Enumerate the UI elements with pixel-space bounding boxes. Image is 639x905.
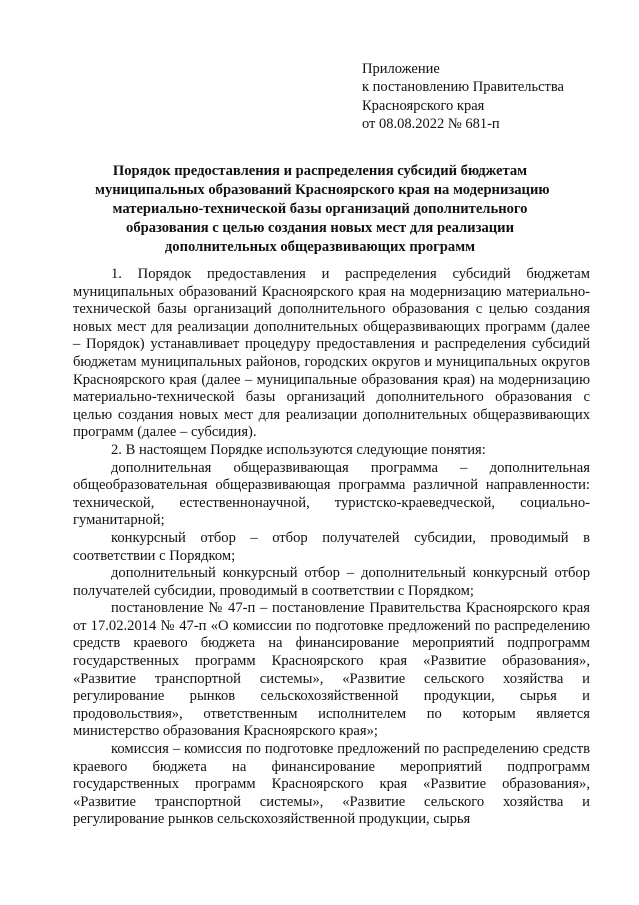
appendix-line: к постановлению Правительства	[362, 79, 564, 96]
title-line: образования с целью создания новых мест для реализации	[126, 220, 514, 236]
title-line: дополнительных общеразвивающих программ	[164, 239, 476, 255]
appendix-line: Красноярского края	[362, 97, 485, 114]
appendix-line: от 08.08.2022 № 681-п	[362, 115, 500, 132]
paragraph: постановление № 47-п – постановление Правительства Красноярского края от 17.02.2014 № 47-п «О комиссии по подготовке предложений по распределению средств краевого бюджета на финансирование мероприятий подпрограмм государственных программ Красноярского края «Развитие образования», «Развитие транспортной системы», «Развитие сельского хозяйства и регулирование рынков сельскохозяйственной продукции, сырья и продовольствия», ответственным исполнителем по которым является министерство образования Красноярского края»;	[73, 600, 590, 740]
paragraph: дополнительная общеразвивающая программа – дополнительная общеобразовательная общеразвивающая программа различной направленности: технической, естественнонаучной, туристско-краеведческой, социально-гуманитарной;	[73, 459, 590, 529]
title-line: материально-технической базы организаций дополнительного	[112, 201, 528, 217]
paragraph: конкурсный отбор – отбор получателей субсидии, проводимый в соответствии с Порядком;	[73, 529, 590, 564]
appendix-block	[362, 60, 622, 133]
appendix-line: Приложение	[362, 61, 440, 77]
paragraph: комиссия – комиссия по подготовке предложений по распределению средств краевого бюджета на финансирование мероприятий подпрограмм государственных программ Красноярского края «Развитие образования», «Развитие транспортной системы», «Развитие сельского хозяйства и регулирование рынков сельскохозяйственной продукции, сырья	[73, 741, 590, 828]
paragraph: 1. Порядок предоставления и распределения субсидий бюджетам муниципальных образований Красноярского края на модернизацию материально-технической базы организаций дополнительного образования с целью создания новых мест для реализации дополнительных общеразвивающих программ (далее – Порядок) устанавливает процедуру предоставления и распределения субсидий бюджетам муниципальных районов, городских округов и муниципальных округов Красноярского края (далее – муниципальные образования края) на модернизацию материально-технической базы организаций дополнительного образования с целью создания новых мест для реализации дополнительных общеразвивающих программ (далее – субсидия).	[73, 266, 590, 441]
paragraph: 2. В настоящем Порядке используются следующие понятия:	[111, 441, 486, 458]
title-line: муниципальных образований Красноярского края на модернизацию	[95, 182, 550, 198]
document-title	[95, 162, 550, 257]
title-line: Порядок предоставления и распределения субсидий бюджетам	[112, 163, 528, 179]
document-body	[73, 266, 590, 829]
paragraph: дополнительный конкурсный отбор – дополнительный конкурсный отбор получателей субсидии, проводимый в соответствии с Порядком;	[73, 565, 590, 599]
